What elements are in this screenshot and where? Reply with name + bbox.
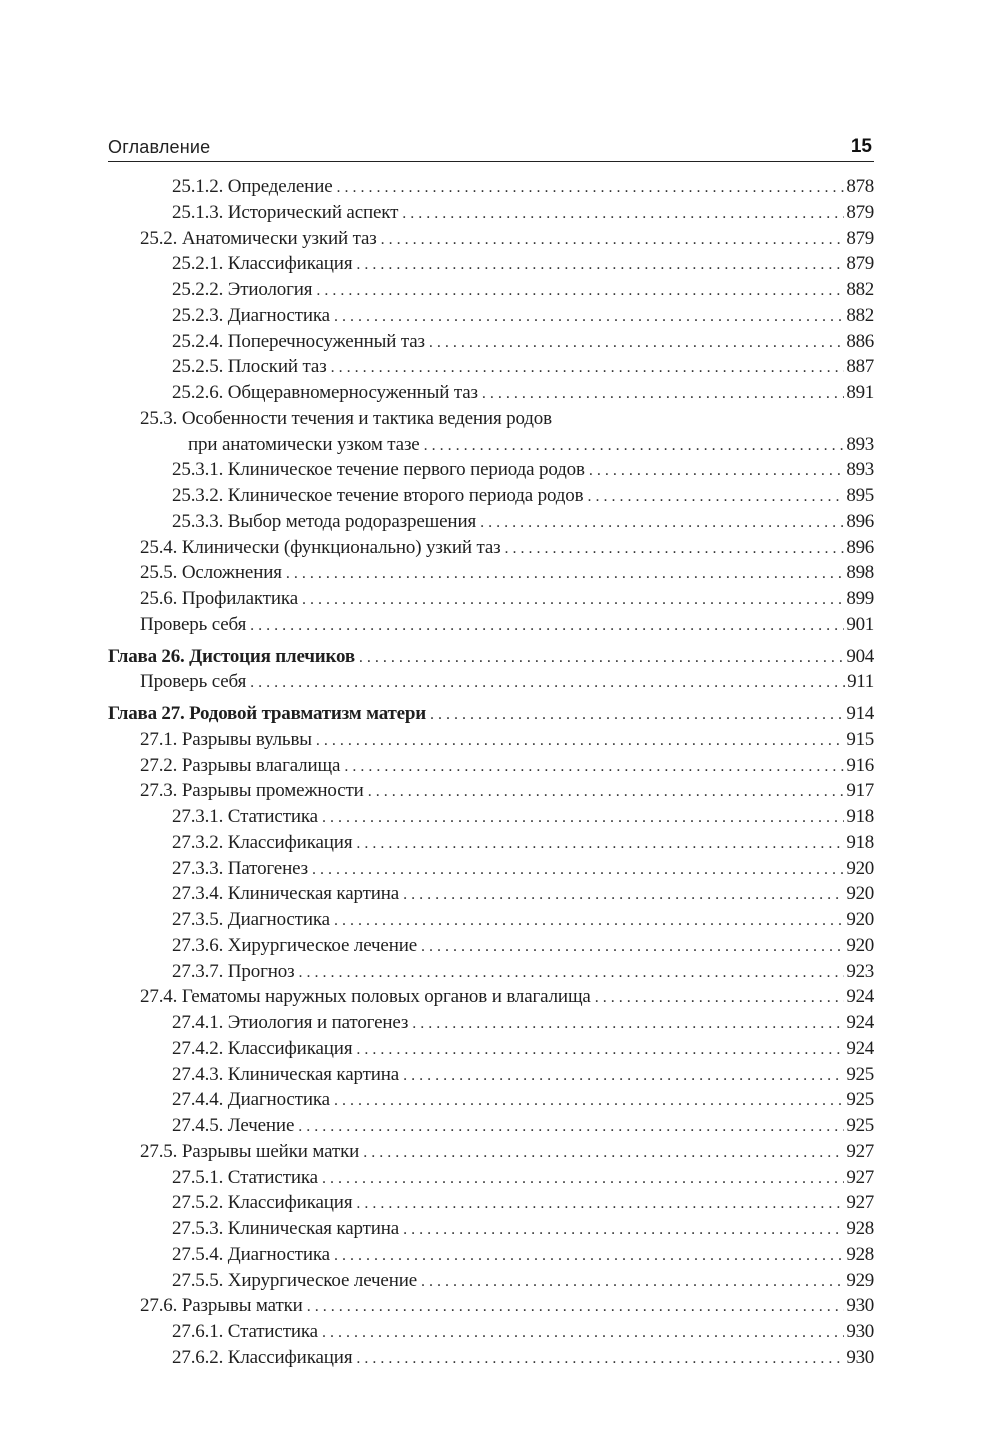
toc-entry[interactable] bbox=[108, 1062, 874, 1088]
leader-dots bbox=[344, 754, 844, 779]
toc-entry-label: 27.6.1. Статистика bbox=[172, 1321, 318, 1342]
toc-entry[interactable] bbox=[108, 1036, 874, 1062]
toc-entry-label: 25.3.3. Выбор метода родоразрешения bbox=[172, 510, 477, 532]
toc-entry-page: 891 bbox=[846, 382, 874, 403]
leader-dots bbox=[302, 587, 844, 612]
toc-entry-label: Проверь себя bbox=[140, 671, 247, 693]
toc-entry[interactable] bbox=[108, 226, 874, 252]
toc-entry-label: 25.4. Клинически (функционально) узкий таз bbox=[140, 536, 501, 558]
toc-entry-label: 27.3.1. Статистика bbox=[172, 806, 318, 827]
leader-dots bbox=[587, 484, 844, 509]
leader-dots bbox=[356, 1037, 844, 1062]
toc-entry-page: 901 bbox=[846, 613, 874, 635]
toc-entry-label: 27.3.3. Патогенез bbox=[172, 857, 308, 879]
leader-dots bbox=[589, 458, 845, 483]
toc-entry-page: 896 bbox=[846, 510, 874, 532]
toc-entry-label: 27.3.5. Диагностика bbox=[172, 909, 330, 930]
toc-entry-label: 27.6. Разрывы матки bbox=[140, 1295, 303, 1317]
toc-entry-label: Глава 27. Родовой травматизм матери bbox=[108, 703, 426, 724]
leader-dots bbox=[402, 201, 844, 226]
leader-dots bbox=[480, 510, 844, 535]
leader-dots bbox=[286, 561, 845, 586]
leader-dots bbox=[359, 645, 845, 670]
toc-entry[interactable] bbox=[108, 586, 874, 612]
toc-entry[interactable] bbox=[108, 1345, 874, 1371]
toc-entry-label: 27.3.6. Хирургическое лечение bbox=[172, 934, 418, 956]
toc-entry[interactable] bbox=[108, 535, 874, 561]
toc-entry[interactable] bbox=[108, 509, 874, 535]
toc-entry[interactable] bbox=[108, 1010, 874, 1036]
toc-entry[interactable] bbox=[108, 174, 874, 200]
toc-entry[interactable] bbox=[108, 1113, 874, 1139]
toc-entry-page: 916 bbox=[846, 754, 874, 776]
toc-entry[interactable] bbox=[108, 1293, 874, 1319]
leader-dots bbox=[403, 1217, 844, 1242]
toc-entry-page: 893 bbox=[846, 433, 874, 455]
toc-entry-label: 27.3.7. Прогноз bbox=[172, 960, 295, 982]
toc-entry-label: 27.5.2. Классификация bbox=[172, 1192, 353, 1214]
toc-entry[interactable] bbox=[108, 907, 874, 933]
toc-entry-page: 917 bbox=[846, 780, 874, 802]
leader-dots bbox=[356, 1346, 844, 1371]
leader-dots bbox=[429, 330, 845, 355]
leader-dots bbox=[298, 1114, 844, 1139]
leader-dots bbox=[250, 613, 844, 638]
toc-entry[interactable] bbox=[108, 200, 874, 226]
leader-dots bbox=[322, 1166, 844, 1191]
toc-entry[interactable] bbox=[108, 881, 874, 907]
toc-entry-page: 915 bbox=[846, 728, 874, 750]
toc-entry-label: 25.3.1. Клиническое течение первого периода родов bbox=[172, 459, 585, 481]
toc-entry[interactable] bbox=[108, 354, 874, 380]
toc-entry-label: 25.3.2. Клиническое течение второго периода родов bbox=[172, 485, 584, 506]
toc-entry[interactable] bbox=[108, 1242, 874, 1268]
toc-entry[interactable] bbox=[108, 483, 874, 509]
toc-entry-page: 923 bbox=[846, 960, 874, 982]
toc-entry-label: 27.2. Разрывы влагалища bbox=[140, 754, 341, 776]
toc-entry-label: 27.5.1. Статистика bbox=[172, 1166, 318, 1188]
toc-entry-page: 882 bbox=[846, 279, 874, 300]
leader-dots bbox=[421, 934, 844, 959]
toc-entry-page: 918 bbox=[846, 831, 874, 853]
toc-entry-label: 25.5. Осложнения bbox=[140, 562, 282, 584]
toc-entry[interactable] bbox=[108, 1268, 874, 1294]
toc-entry-label: 27.5.5. Хирургическое лечение bbox=[172, 1269, 418, 1291]
toc-entry-label: Проверь себя bbox=[140, 613, 247, 635]
toc-chapter-heading[interactable] bbox=[108, 644, 874, 670]
toc-entry-label: 25.2.1. Классификация bbox=[172, 253, 353, 275]
toc-entry-page: 920 bbox=[846, 883, 874, 905]
leader-dots bbox=[356, 1191, 844, 1216]
toc-entry-page: 927 bbox=[846, 1192, 874, 1214]
toc-entry-label: 25.2. Анатомически узкий таз bbox=[140, 227, 377, 249]
toc-entry-page: 920 bbox=[846, 857, 874, 879]
leader-dots bbox=[356, 252, 844, 277]
leader-dots bbox=[412, 1011, 844, 1036]
toc-entry-label: 27.5. Разрывы шейки матки bbox=[140, 1140, 360, 1162]
toc-entry[interactable] bbox=[108, 669, 874, 695]
toc-entry-page: 930 bbox=[846, 1346, 874, 1368]
toc-entry-page: 924 bbox=[846, 1037, 874, 1059]
toc-entry-page: 929 bbox=[846, 1269, 874, 1291]
toc-entry-label: 25.2.4. Поперечносуженный таз bbox=[172, 330, 425, 352]
toc-entry-page: 879 bbox=[846, 201, 874, 223]
leader-dots bbox=[298, 960, 844, 985]
toc-entry[interactable] bbox=[108, 329, 874, 355]
toc-entry-label: 27.4.4. Диагностика bbox=[172, 1089, 330, 1111]
leader-dots bbox=[337, 175, 845, 200]
toc-entry-page: 924 bbox=[846, 1012, 874, 1033]
toc-entry-page: 878 bbox=[846, 176, 874, 197]
toc-entry[interactable] bbox=[108, 303, 874, 329]
running-head-title: Оглавление bbox=[108, 137, 211, 157]
leader-dots bbox=[482, 381, 844, 406]
page-number: 15 bbox=[850, 136, 872, 157]
toc-entry-label: 27.6.2. Классификация bbox=[172, 1346, 353, 1368]
leader-dots bbox=[505, 536, 845, 561]
toc-entry-label: при анатомически узком тазе bbox=[188, 433, 420, 455]
toc-entry-label: 27.1. Разрывы вульвы bbox=[140, 728, 312, 750]
toc-entry[interactable] bbox=[108, 1087, 874, 1113]
toc-entry-label: 27.4.1. Этиология и патогенез bbox=[172, 1012, 409, 1033]
toc-entry-page: 925 bbox=[846, 1089, 874, 1111]
toc-entry-page: 914 bbox=[846, 703, 874, 724]
toc-entry-label: 27.3.2. Классификация bbox=[172, 831, 353, 853]
leader-dots bbox=[250, 670, 845, 695]
toc-entry[interactable] bbox=[108, 933, 874, 959]
toc-entry-page: 920 bbox=[846, 909, 874, 930]
leader-dots bbox=[595, 985, 845, 1010]
toc-entry-page: 928 bbox=[846, 1218, 874, 1239]
leader-dots bbox=[312, 857, 844, 882]
toc-entry[interactable] bbox=[108, 251, 874, 277]
toc-entry-page: 882 bbox=[846, 304, 874, 326]
toc-entry[interactable] bbox=[108, 1216, 874, 1242]
toc-entry-label: 25.2.5. Плоский таз bbox=[172, 356, 327, 378]
toc-entry-label: 27.4. Гематомы наружных половых органов и влагалища bbox=[140, 986, 591, 1008]
toc-entry-label: 25.1.2. Определение bbox=[172, 176, 333, 197]
leader-dots bbox=[334, 1088, 844, 1113]
leader-dots bbox=[356, 831, 844, 856]
toc-entry[interactable] bbox=[108, 1319, 874, 1345]
toc-entry-page: 927 bbox=[846, 1166, 874, 1188]
leader-dots bbox=[421, 1269, 844, 1294]
running-head bbox=[108, 135, 874, 162]
toc-entry-page: 918 bbox=[846, 806, 874, 827]
toc-entry[interactable] bbox=[108, 1165, 874, 1191]
toc-entry-label: 27.5.3. Клиническая картина bbox=[172, 1218, 400, 1239]
toc-entry-page: 924 bbox=[846, 986, 874, 1008]
leader-dots bbox=[316, 728, 845, 753]
toc-entry-page: 896 bbox=[846, 536, 874, 558]
toc-entry-label: Глава 26. Дистоция плечиков bbox=[108, 645, 355, 667]
toc-entry-label: 27.4.5. Лечение bbox=[172, 1115, 295, 1136]
toc-entry-label: 25.3. Особенности течения и тактика ведения родов bbox=[140, 407, 552, 429]
toc-entry-label: 27.4.3. Клиническая картина bbox=[172, 1063, 400, 1085]
toc-entry[interactable] bbox=[108, 457, 874, 483]
leader-dots bbox=[381, 227, 845, 252]
leader-dots bbox=[322, 805, 844, 830]
toc-entry[interactable] bbox=[108, 727, 874, 753]
toc-entry[interactable] bbox=[108, 380, 874, 406]
toc-entry-page: 895 bbox=[846, 485, 874, 506]
toc-entry-page: 911 bbox=[847, 671, 874, 693]
leader-dots bbox=[403, 882, 844, 907]
toc-entry[interactable] bbox=[108, 778, 874, 804]
toc-entry-label: 27.4.2. Классификация bbox=[172, 1037, 353, 1059]
toc-entry-page: 920 bbox=[846, 934, 874, 956]
toc-entry-label: 27.3.4. Клиническая картина bbox=[172, 883, 400, 905]
toc-entry[interactable] bbox=[108, 830, 874, 856]
toc-entry-label: 25.2.3. Диагностика bbox=[172, 304, 330, 326]
leader-dots bbox=[368, 779, 845, 804]
toc-entry[interactable] bbox=[108, 406, 874, 432]
leader-dots bbox=[334, 908, 844, 933]
toc-entry-label: 27.3. Разрывы промежности bbox=[140, 780, 364, 802]
toc-entry-page: 930 bbox=[846, 1321, 874, 1342]
toc-entry-label: 25.1.3. Исторический аспект bbox=[172, 201, 399, 223]
leader-dots bbox=[331, 355, 845, 380]
toc-entry-page: 899 bbox=[846, 588, 874, 609]
toc-entry-page: 930 bbox=[846, 1295, 874, 1317]
toc-chapter-heading[interactable] bbox=[108, 701, 874, 727]
toc-entry[interactable] bbox=[108, 959, 874, 985]
toc-entry-page: 887 bbox=[846, 356, 874, 378]
toc-entry[interactable] bbox=[108, 856, 874, 882]
leader-dots bbox=[363, 1140, 844, 1165]
toc-entry-page: 898 bbox=[846, 562, 874, 584]
toc-entry[interactable] bbox=[108, 277, 874, 303]
toc-entry-label: 25.2.2. Этиология bbox=[172, 279, 313, 300]
leader-dots bbox=[316, 278, 844, 303]
toc-entry[interactable] bbox=[108, 612, 874, 638]
leader-dots bbox=[307, 1294, 845, 1319]
toc-entry-page: 927 bbox=[846, 1140, 874, 1162]
toc-entry[interactable] bbox=[108, 984, 874, 1010]
toc-entry-label: 25.6. Профилактика bbox=[140, 588, 298, 609]
toc-entry[interactable] bbox=[108, 560, 874, 586]
toc-entry[interactable] bbox=[108, 753, 874, 779]
table-of-contents bbox=[108, 174, 874, 1371]
toc-entry-label: 25.2.6. Общеравномерносуженный таз bbox=[172, 382, 478, 403]
leader-dots bbox=[334, 1243, 844, 1268]
toc-entry[interactable] bbox=[108, 1139, 874, 1165]
toc-entry-page: 925 bbox=[846, 1063, 874, 1085]
toc-entry[interactable] bbox=[108, 1190, 874, 1216]
toc-entry-continuation[interactable] bbox=[108, 432, 874, 458]
leader-dots bbox=[334, 304, 844, 329]
toc-entry-page: 879 bbox=[846, 227, 874, 249]
toc-entry[interactable] bbox=[108, 804, 874, 830]
leader-dots bbox=[403, 1063, 844, 1088]
toc-entry-label: 27.5.4. Диагностика bbox=[172, 1243, 330, 1265]
toc-entry-page: 904 bbox=[846, 645, 874, 667]
toc-entry-page: 893 bbox=[846, 459, 874, 481]
leader-dots bbox=[322, 1320, 844, 1345]
leader-dots bbox=[424, 433, 845, 458]
leader-dots bbox=[430, 702, 844, 727]
toc-entry-page: 925 bbox=[846, 1115, 874, 1136]
toc-entry-page: 886 bbox=[846, 330, 874, 352]
toc-entry-page: 928 bbox=[846, 1243, 874, 1265]
toc-entry-page: 879 bbox=[846, 253, 874, 275]
